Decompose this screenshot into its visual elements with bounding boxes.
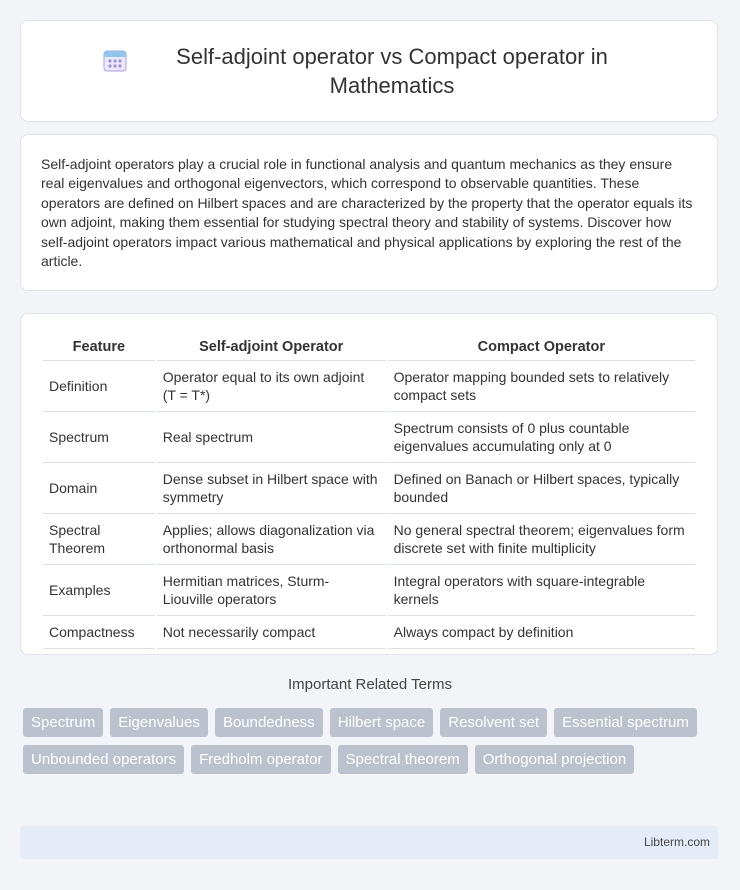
related-term-tag[interactable]: Unbounded operators — [23, 745, 184, 774]
related-term-tag[interactable]: Resolvent set — [440, 708, 547, 737]
related-term-tag[interactable]: Spectrum — [23, 708, 103, 737]
table-cell: No general spectral theorem; eigenvalues form discrete set with finite multiplicity — [388, 514, 695, 565]
related-term-tag[interactable]: Essential spectrum — [554, 708, 697, 737]
footer-site-link[interactable]: Libterm.com — [643, 835, 710, 849]
comparison-table — [41, 332, 697, 649]
table-row — [43, 463, 695, 514]
table-cell: Hermitian matrices, Sturm-Liouville operators — [157, 565, 386, 616]
intro-text: Self-adjoint operators play a crucial role in functional analysis and quantum mechanics as they ensure real eigenvalues and orthogonal eigenvectors, which correspond to observable quantities. These operators are defined on Hilbert spaces and are characterized by the property that the operator equals its own adjoint, making them essential for studying spectral theory and stability of systems. Discover how self-adjoint operators impact various mathematical and physical applications by exploring the rest of the article. — [41, 156, 693, 270]
table-cell: Defined on Banach or Hilbert spaces, typically bounded — [388, 463, 695, 514]
related-term-tag[interactable]: Hilbert space — [330, 708, 434, 737]
table-cell: Spectral Theorem — [43, 514, 155, 565]
related-terms-title: Important Related Terms — [288, 676, 452, 693]
calendar-icon — [101, 46, 129, 74]
table-cell: Spectrum — [43, 412, 155, 463]
comparison-table-card — [20, 313, 718, 655]
table-cell: Real spectrum — [157, 412, 386, 463]
table-cell: Applies; allows diagonalization via orthonormal basis — [157, 514, 386, 565]
table-cell: Examples — [43, 565, 155, 616]
related-term-tag[interactable]: Spectral theorem — [338, 745, 468, 774]
table-cell: Integral operators with square-integrable kernels — [388, 565, 695, 616]
table-cell: Operator equal to its own adjoint (T = T*) — [157, 361, 386, 412]
column-header-compact: Compact Operator — [388, 332, 695, 361]
table-cell: Operator mapping bounded sets to relatively compact sets — [388, 361, 695, 412]
column-header-feature: Feature — [43, 332, 155, 361]
table-cell: Dense subset in Hilbert space with symmetry — [157, 463, 386, 514]
table-row — [43, 565, 695, 616]
header — [101, 42, 637, 100]
intro-card — [20, 134, 718, 291]
table-cell: Not necessarily compact — [157, 616, 386, 649]
related-terms-list — [23, 708, 713, 782]
table-cell: Spectrum consists of 0 plus countable eigenvalues accumulating only at 0 — [388, 412, 695, 463]
table-cell: Definition — [43, 361, 155, 412]
column-header-self-adjoint: Self-adjoint Operator — [157, 332, 386, 361]
page-title: Self-adjoint operator vs Compact operator in Mathematics — [176, 44, 608, 98]
related-term-tag[interactable]: Boundedness — [215, 708, 323, 737]
related-term-tag[interactable]: Eigenvalues — [110, 708, 208, 737]
table-cell: Always compact by definition — [388, 616, 695, 649]
header-card — [20, 20, 718, 122]
footer — [20, 826, 718, 859]
related-term-tag[interactable]: Orthogonal projection — [475, 745, 634, 774]
related-term-tag[interactable]: Fredholm operator — [191, 745, 330, 774]
table-row — [43, 514, 695, 565]
table-row — [43, 361, 695, 412]
table-cell: Domain — [43, 463, 155, 514]
table-row — [43, 412, 695, 463]
table-row — [43, 616, 695, 649]
table-header-row — [43, 332, 695, 361]
table-cell: Compactness — [43, 616, 155, 649]
